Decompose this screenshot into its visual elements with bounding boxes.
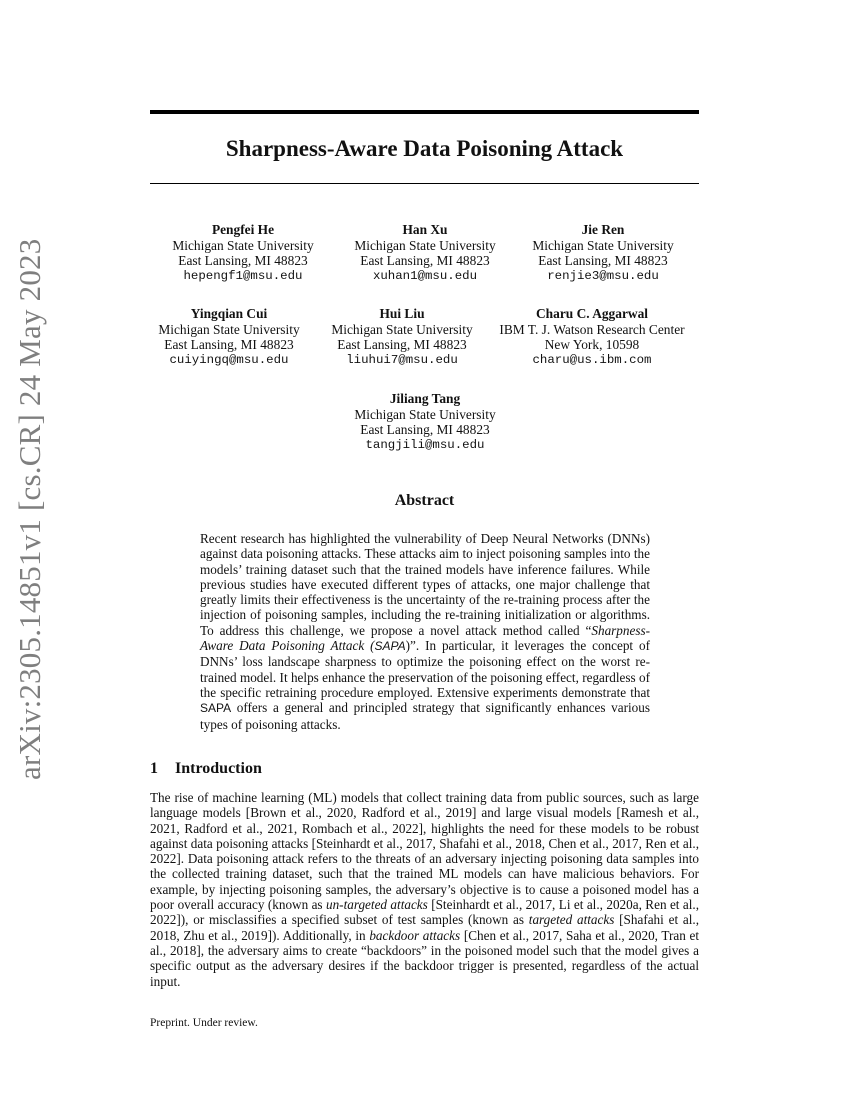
author-name: Yingqian Cui [190,306,268,321]
author-block [335,222,515,284]
author-email: charu@us.ibm.com [532,352,652,367]
author-address: East Lansing, MI 48823 [360,422,490,437]
author-affiliation: Michigan State University [532,237,674,253]
author-email: tangjili@msu.edu [365,437,485,452]
author-block [312,306,492,368]
paper-title: Sharpness-Aware Data Poisoning Attack [225,136,624,161]
arxiv-identifier: arXiv:2305.14851v1 [cs.CR] 24 May 2023 [12,238,47,780]
author-address: New York, 10598 [544,337,640,352]
intro-text-part: [Shafahi et al., 2018, Zhu et al., 2019]). Additionally, in [150,912,699,943]
author-name: Pengfei He [211,222,275,237]
abstract-text-part: Recent research has highlighted the vulnerability of Deep Neural Networks (DNNs) against data poisoning attacks. These attacks aim to inject poisoning samples into the models’ training dataset such that the trained models have inference failures. While previous studies have executed different types of attacks, one major challenge that greatly limits their effectiveness is the uncertainty of the re-training process after the injection of poisoning samples, including the re-training initialization or algorithms. To address this challenge, we propose a novel attack method called “ [200,531,650,638]
author-block [513,222,693,284]
author-email: xuhan1@msu.edu [372,268,478,283]
abstract-text-part: offers a general and principled strategy that significantly enhances various types of poisoning attacks. [200,700,650,732]
author-name: Hui Liu [379,306,425,321]
author-email: liuhui7@msu.edu [346,352,458,367]
title-rule-bottom [150,183,699,184]
intro-text-part: The rise of machine learning (ML) models that collect training data from public sources, such as large language models [Brown et al., 2020, Radford et al., 2019] and large visual models [Ramesh et al., 2021, Radford et al., 2021, Rombach et al., 2022], highlights the need for these models to be robust against data poisoning attacks [Steinhardt et al., 2017, Shafahi et al., 2018, Chen et al., 2017, Ren et al., 2022]. Data poisoning attack refers to the threats of an adversary injecting poisoning data samples into the collected training dataset, such that the trained ML models can have malicious behaviors. For example, by injecting poisoning samples, the adversary’s objective is to cause a poisoned model has a poor overall accuracy (known as [150,790,699,913]
intro-term: targeted attacks [528,912,615,928]
abstract-text-part: )”. In particular, it leverages the concept of DNNs’ loss landscape sharpness to optimize the poisoning effect on the worst re-trained model. It helps enhance the preservation of the poisoning effect, regardless of the specific retraining procedure employed. Extensive experiments demonstrate that [200,638,650,700]
intro-text-part: [Steinhardt et al., 2017, Li et al., 2020a, Ren et al., 2022]), or misclassifies a specified subset of test samples (known as [150,897,699,928]
author-affiliation: Michigan State University [331,321,473,337]
section-title: Introduction [175,760,262,777]
author-affiliation: Michigan State University [354,237,496,253]
section-number: 1 [150,760,158,777]
intro-term: un-targeted attacks [325,897,428,913]
author-block [486,306,698,368]
author-email: renjie3@msu.edu [547,268,659,283]
author-name: Charu C. Aggarwal [536,306,648,321]
author-affiliation: IBM T. J. Watson Research Center [499,321,685,337]
author-block [153,222,333,284]
method-name: Sharpness-Aware Data Poisoning Attack ( [200,622,650,654]
title-rule-top [150,110,699,114]
author-affiliation: Michigan State University [158,321,300,337]
author-affiliation: Michigan State University [172,237,314,253]
author-name: Jiliang Tang [389,391,461,406]
author-affiliation: Michigan State University [354,406,496,422]
intro-term: backdoor attacks [369,927,461,943]
method-acronym: SAPA [200,701,232,716]
author-address: East Lansing, MI 48823 [164,337,294,352]
author-address: East Lansing, MI 48823 [178,253,308,268]
author-address: East Lansing, MI 48823 [360,253,490,268]
author-name: Han Xu [402,222,448,237]
introduction-paragraph [150,790,699,989]
section-heading [150,760,262,778]
author-email: cuiyingq@msu.edu [169,352,289,367]
author-email: hepengf1@msu.edu [183,268,303,283]
method-acronym: SAPA [374,639,406,654]
preprint-note: Preprint. Under review. [150,1017,258,1029]
author-address: East Lansing, MI 48823 [337,337,467,352]
author-name: Jie Ren [581,222,625,237]
intro-text-part: [Chen et al., 2017, Saha et al., 2020, Tran et al., 2018], the adversary aims to create “backdoors” in the poisoned model such that the model gives a specific output as the adversary desires if the backdoor trigger is presented, regardless of the actual input. [150,927,700,989]
author-address: East Lansing, MI 48823 [538,253,668,268]
abstract-text [200,531,650,732]
abstract-heading: Abstract [394,492,455,509]
author-block [139,306,319,368]
author-block [335,391,515,453]
